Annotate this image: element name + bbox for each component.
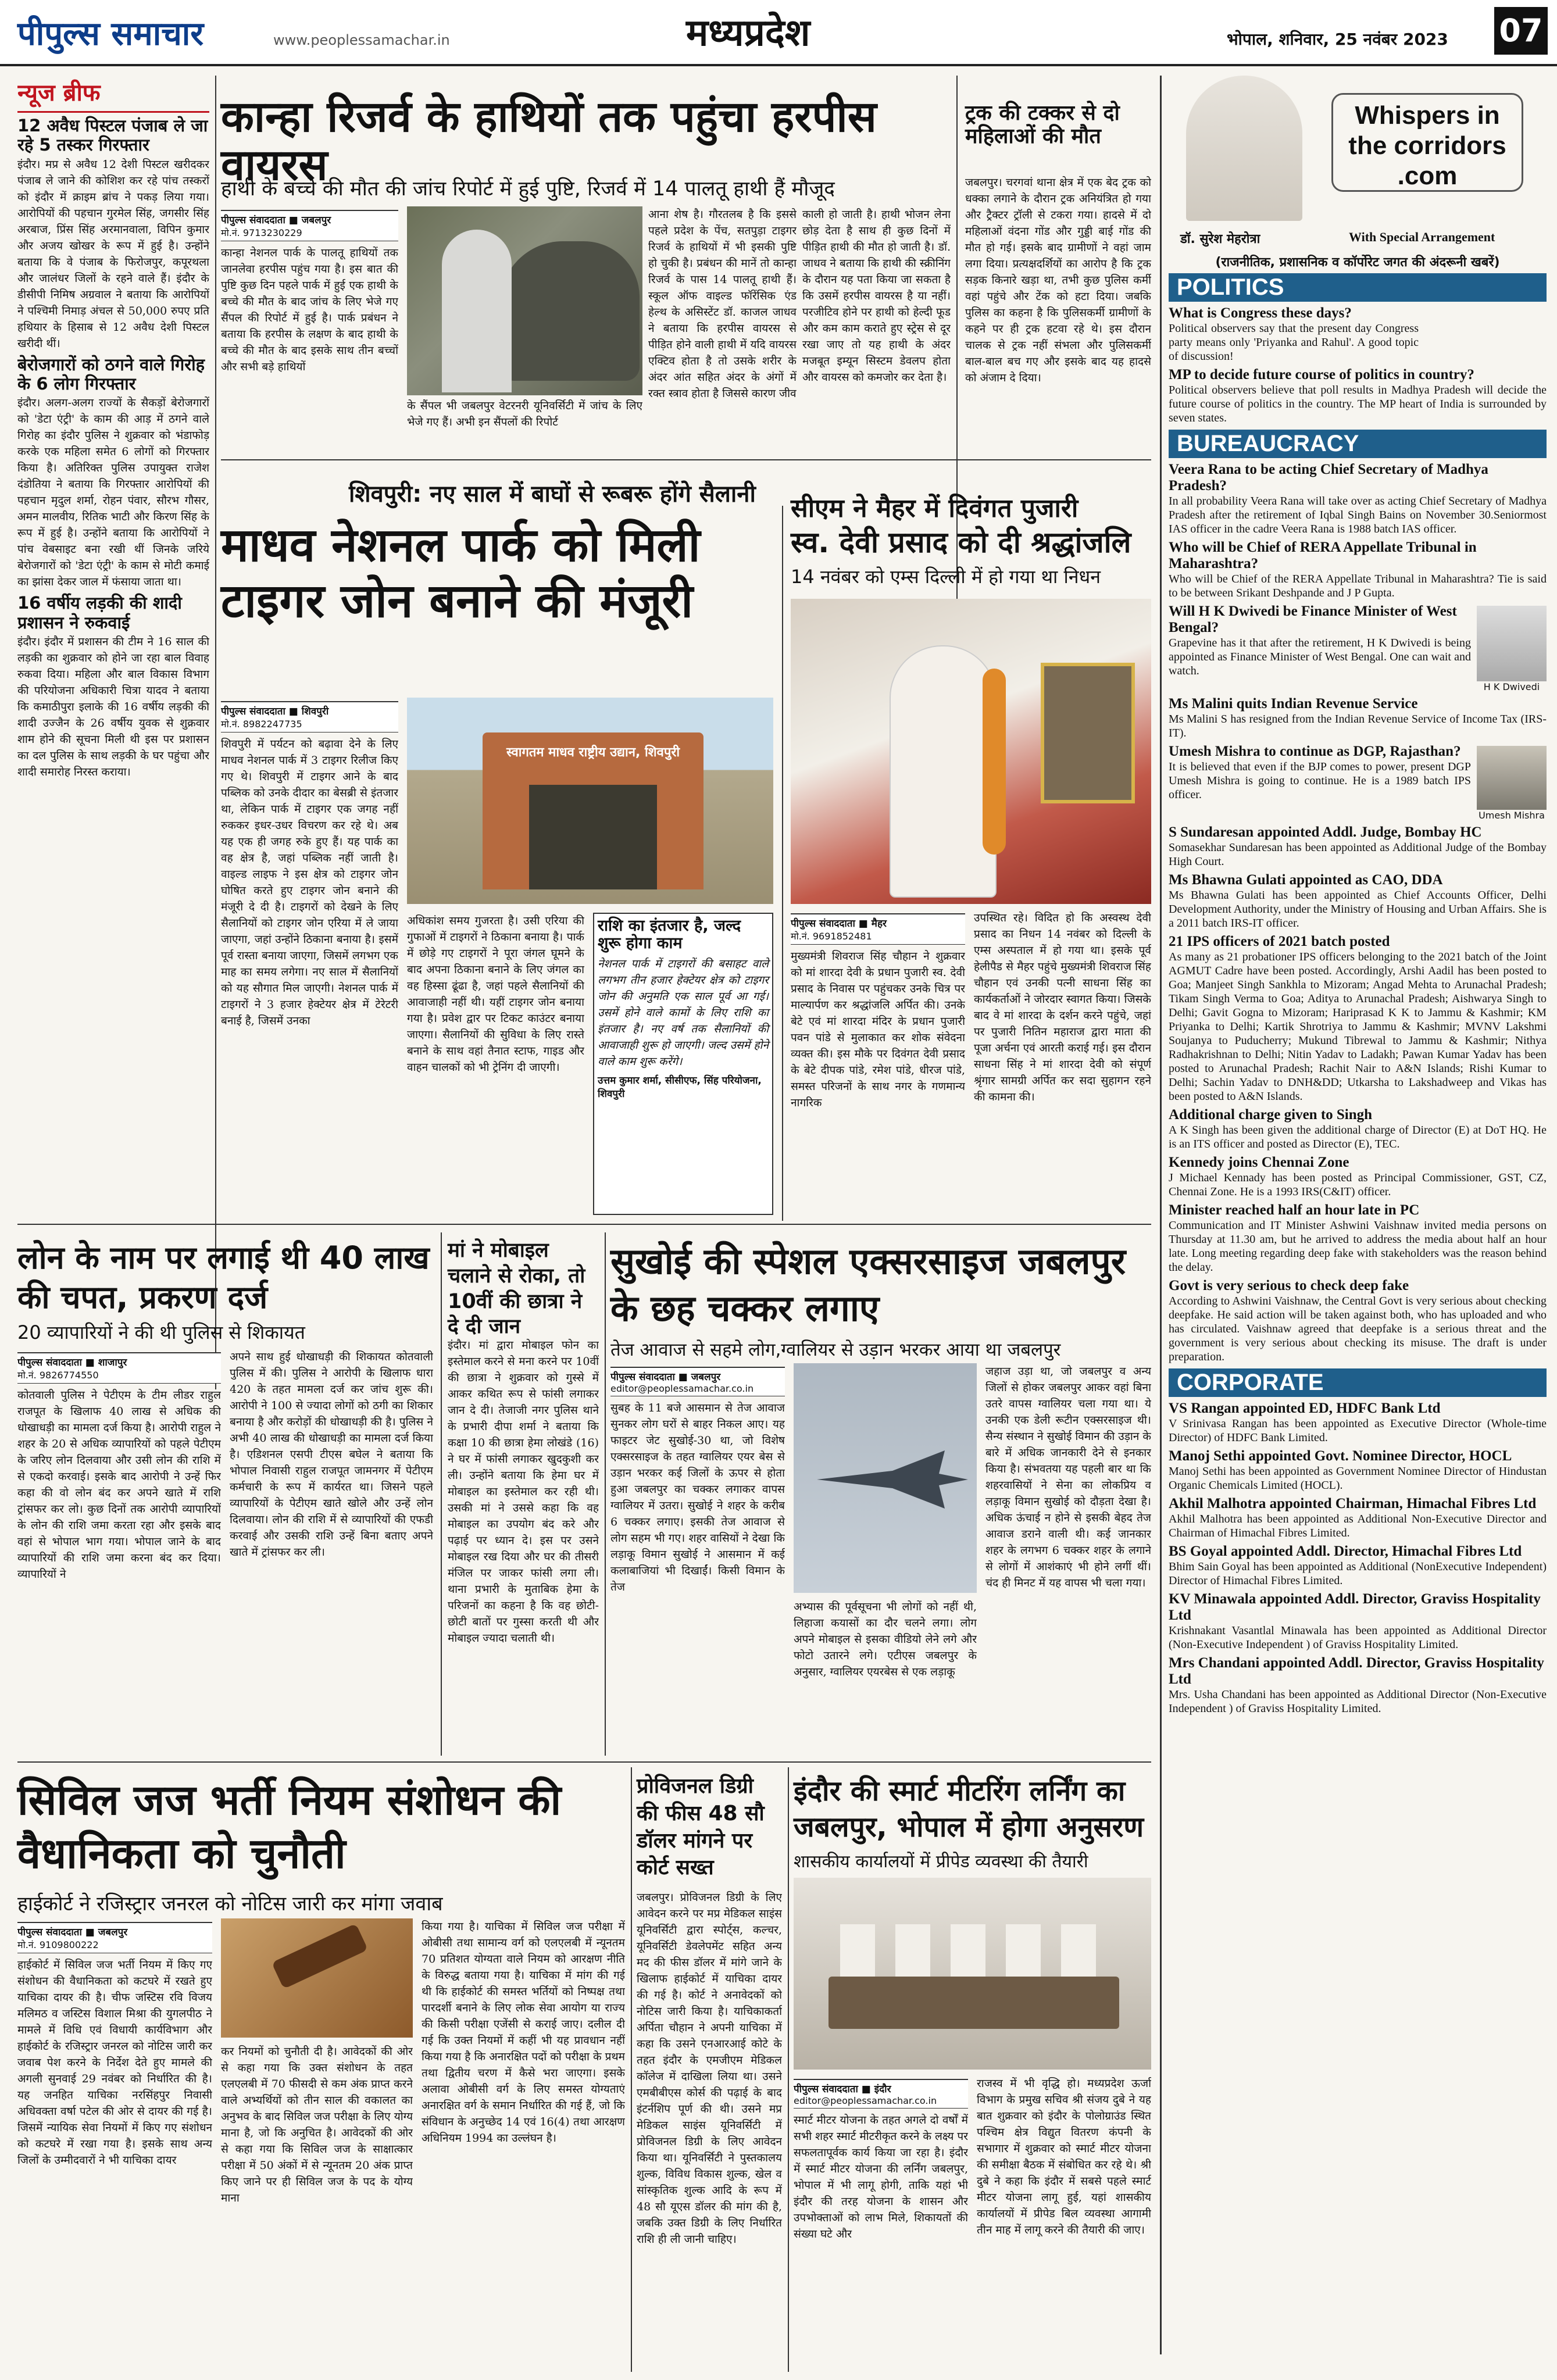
whispers-tagline: (राजनीतिक, प्रशासनिक व कॉर्पोरेट जगत की अंदरूनी खबरें) (1215, 255, 1500, 270)
fee-headline: प्रोविजनल डिग्री की फीस 48 सौ डॉलर मांगने पर कोर्ट सख्त (637, 1774, 765, 1880)
email[interactable]: editor@peoplessamachar.co.in (610, 1383, 754, 1394)
item-body: Bhim Sain Goyal has been appointed as Additional (NonExecutive Independent) Director of Himachal Fibres Limited. (1169, 1560, 1547, 1587)
mobile-number: मो.नं. 9713230229 (221, 227, 302, 238)
sukhoi-col-1 (610, 1363, 785, 1759)
byline (17, 1352, 221, 1384)
bureaucracy-header: BUREAUCRACY (1169, 430, 1547, 458)
whispers-panel (1169, 76, 1547, 2372)
mobile-number: मो.नं. 9691852481 (791, 931, 872, 942)
byline (794, 2079, 968, 2109)
article-body: शिवपुरी में पर्यटन को बढ़ावा देने के लिए माधव नेशनल पार्क में 3 टाइगर रिलीज किए गए थे। शिवपुरी में टाइगर आने के बाद पब्लिक को उनके दीदार का बेसब्री से इंतजार था, लेकिन पार्क में टाइगर एक जगह नहीं रुककर इधर-उधर विचरण कर रहे थे। अब यह एक ही जगह रुके हुए हैं। यह पार्क का वह क्षेत्र है, जहां पब्लिक नहीं जाती है। वाइल्ड लाइफ ने इस क्षेत्र को टाइगर जोन घोषित करते हुए टाइगर जोन बनाने की मंजूरी दे दी है। टाइगरों को देखने के लिए सैलानियों को टाइगर जोन एरिया में ले जाया जाएगा, जहां उन्होंने ठिकाना बनाया है। इसमें पूर्व रास्ता बनाया जाएगा, जिसमें लगभग एक माह का समय लगेगा। नए साल में सैलानियों को यह सौगात मिल जाएगी। नेशनल पार्क में टाइगरों ने 3 हजार हेक्टेयर क्षेत्र में टेरेटरी बनाई है, जिसमें उनका (221, 738, 398, 1027)
kanha-subhead: हाथी के बच्चे की मौत की जांच रिपोर्ट में हुई पुष्टि, रिजर्व में 14 पालतू हाथी हैं मौजूद (221, 177, 835, 201)
brief-item (17, 355, 209, 591)
politics-item (1169, 305, 1547, 363)
column-divider (215, 76, 216, 1389)
item-headline: Minister reached half an hour late in PC (1169, 1202, 1420, 1218)
column-divider (605, 1232, 606, 1756)
jet-icon (794, 1363, 977, 1593)
politics-item (1169, 367, 1547, 425)
byline (17, 1922, 212, 1953)
meeting-photo (794, 1878, 1151, 2070)
brief-item (17, 594, 209, 780)
mobile-number: मो.नं. 9826774550 (17, 1370, 99, 1381)
cm-tribute-photo (791, 599, 1151, 904)
officer-photo (1477, 746, 1547, 810)
sukhoi-subhead: तेज आवाज से सहमे लोग,ग्वालियर से उड़ान भरकर आया था जबलपुर (610, 1339, 1061, 1360)
item-body: As many as 21 probationer IPS officers belonging to the 2021 batch of the Joint AGMUT Cadre have been posted. Accordingly, Arshi Aadil has been posted to Goa; Manjeet Singh Sankhla to Mizoram; Angad Mehta to Arunachal Pradesh; Tikam Singh Verma to Goa; Aditya to Arunachal Pradesh; Aishwarya Singh to Delhi; Gavit Gogna to Mizoram; Hariprasad K K to Jammu & Kashmir; KM Priyanka to Delhi; Kartik Shrotriya to Jammu & Kashmir; MVNV Lakshmi Soujanya to Puducherry; Mukund Tibrewal to Jammu & Kashmir; Nithya Radhakrishnan to Delhi; Nitin Yadav to Ladakh; Pawan Kumar Yadav has been posted to Arunachal Pradesh; Rachit Nair to A&N Islands; Rishi Kumar to Delhi; Sachin Yadav to DNH&DD; Utkarsha to Lakshadweep and Vikas has been posted to A&N Islands. (1169, 950, 1547, 1103)
article-body: स्मार्ट मीटर योजना के तहत अगले दो वर्षों में सभी शहर स्मार्ट मीटरीकृत करने के लक्ष्य पर सफलतापूर्वक कार्य किया जा रहा है। इंदौर में स्मार्ट मीटर योजना की लर्निंग जबलपुर, भोपाल में भी लागू होगी, ताकि यहां भी इंदौर की तरह योजना के शासन और उपभोक्ताओं को लाभ मिले, शिकायतों की संख्या घटे और (794, 2114, 968, 2240)
item-headline: Who will be Chief of RERA Appellate Tribunal in Maharashtra? (1169, 539, 1477, 571)
item-body: V Srinivasa Rangan has been appointed as Executive Director (Whole-time Director) of HDFC Bank Limited. (1169, 1417, 1547, 1444)
garland (983, 669, 1006, 855)
item-body: J Michael Kennady has been posted as Principal Commissioner, GST, CZ, Chennai Zone. He is a 1993 IRS(C&IT) officer. (1169, 1171, 1547, 1198)
loan-col-1 (17, 1349, 221, 1756)
byline (791, 913, 965, 945)
article-body: हाईकोर्ट में सिविल जज भर्ती नियम में किए गए संशोधन की वैधानिकता को कटघरे में रखते हुए याचिका दायर की है। चीफ जस्टिस रवि विजय मलिमठ व जस्टिस विशाल मिश्रा की युगलपीठ ने मामले में विधि एवं विधायी कार्यविभाग और हाईकोर्ट के रजिस्ट्रार जनरल को नोटिस जारी कर जवाब पेश करने के निर्देश देते हुए मामले की अगली सुनवाई 29 नवंबर को निर्धारित की है। यह जनहित याचिका नरसिंहपुर निवासी अधिवक्ता वर्षा पटेल की ओर से दायर की गई है। जिसमें न्यायिक सेवा नियमों में किए गए संशोधन को कटघरे में रखा गया है। इसके साथ अन्य जिलों के उम्मीदवारों ने भी याचिका दायर (17, 1959, 212, 2167)
box-headline: राशि का इंतजार है, जल्द शुरू होगा काम (598, 917, 741, 953)
item-headline: Veera Rana to be acting Chief Secretary of Madhya Pradesh? (1169, 462, 1488, 494)
byline (221, 210, 398, 241)
byline (221, 701, 398, 732)
brief-body: इंदौर। अलग-अलग राज्यों के सैकड़ों बेरोजगारों को 'डेटा एंट्री' के काम की आड़ में ठगने वाले गिरोह का इंदौर पुलिस ने शुक्रवार को भंडाफोड़ करके एक महिला समेत 6 लोगों को गिरफ्तार किया है। अतिरिक्त पुलिस उपायुक्त राजेश दंडोतिया ने बताया कि गिरफ्तार आरोपियों की पहचान मृदुल शर्मा, रोहन पंवार, सौरभ गौसर, अमन मालवीय, रितिक भाटी और किरण सिंह के रूप में हुई है। उन्होंने बताया कि आरोपियों ने पांच वेबसाइट बना रखी थीं जिनके जरिये बेरोजगारों को 'डेटा एंट्री' के काम से मोटी कमाई का झांसा देकर जाल में फंसाया जाता था। (17, 396, 209, 589)
author-name: डॉ. सुरेश मेहरोत्रा (1180, 232, 1260, 246)
civil-subhead: हाईकोर्ट ने रजिस्ट्रार जनरल को नोटिस जारी कर मांगा जवाब (17, 1892, 443, 1916)
item-headline: Kennedy joins Chennai Zone (1169, 1155, 1349, 1170)
brief-item (17, 116, 209, 352)
item-headline: What is Congress these days? (1169, 305, 1352, 321)
item-body: Krishnakant Vasantlal Minawala has been appointed as Additional Director (Non-Executive Independent ) of Graviss Hospitality Limited. (1169, 1624, 1547, 1651)
article-body: कान्हा नेशनल पार्क के पालतू हाथियों तक जानलेवा हरपीस पहुंच गया है। इस बात की पुष्टि कुछ दिन पहले पार्क में हुई एक हाथी के बच्चे की मौत के बाद जांच के लिए भेजे गए सैंपल की रिपोर्ट में हुई है। पार्क प्रबंधन ने बताया कि हरपीस के लक्षण के बाद हाथी के बच्चे की मौत के बाद इसके साथ तीन बच्चों और सभी बड़े हाथियों (221, 246, 398, 373)
truck-headline: ट्रक की टक्कर से दो महिलाओं की मौत (965, 101, 1120, 149)
item-body: In all probability Veera Rana will take over as acting Chief Secretary of Madhya Pradesh after the retirement of Iqbal Singh Bains on November 30.Seniormost IAS officer in the cadre Veera Rana is 1988 batch IAS officer. (1169, 495, 1547, 535)
civil-col-1 (17, 1918, 212, 2372)
section-rule (221, 459, 1151, 460)
brief-headline: 16 वर्षीय लड़की की शादी प्रशासन ने रुकवाई (17, 593, 182, 632)
item-body: Akhil Malhotra has been appointed as Additional Non-Executive Director and Chairman of Himachal Fibres Limited. (1169, 1513, 1547, 1539)
politics-header: POLITICS (1169, 273, 1547, 302)
item-headline: Ms Malini quits Indian Revenue Service (1169, 696, 1418, 712)
item-headline: BS Goyal appointed Addl. Director, Himachal Fibres Ltd (1169, 1543, 1522, 1559)
corporate-list (1169, 1400, 1547, 1716)
civil-col-3: किया गया है। याचिका में सिविल जज परीक्षा में ओबीसी तथा सामान्य वर्ग को एलएलबी में न्यूनतम 70 प्रतिशत योग्यता वाले नियम को आरक्षण नीति के विरुद्ध बताया गया है। याचिका में मांग की गई थी कि हाईकोर्ट की समस्त भर्तियों को निष्पक्ष तथा पारदर्शी बनाने के लिए लोक सेवा आयोग या राज्य की किसी परीक्षा एजेंसी से कराई जाए। दलील दी गई कि उक्त नियमों में कहीं भी यह प्रावधान नहीं किया गया है कि अनारक्षित पदों को परीक्षा के प्रथम तथा द्वितीय चरण में कैसे भरा जाएगा। इसके अलावा ओबीसी वर्ग के लिए समस्त योग्यताएं अनारक्षित वर्ग के समान निर्धारित की गई हैं, जो कि संविधान के अनुच्छेद 14 एवं 16(4) तथा आरक्षण अधिनियम 1994 का उल्लंघन है। (422, 1920, 625, 2145)
elephant-shape (500, 241, 640, 381)
item-body: Who will be Chief of the RERA Appellate Tribunal in Maharashtra? Tie is said to be between Srikant Deshpande and J P Gupta. (1169, 573, 1547, 599)
item-headline: Mrs Chandani appointed Addl. Director, Graviss Hospitality Ltd (1169, 1655, 1544, 1687)
brief-body: इंदौर। मप्र से अवैध 12 देशी पिस्टल खरीदकर पंजाब ले जाने की कोशिश कर रहे पांच तस्करों को इंदौर में क्राइम ब्रांच ने पकड़ लिया गया। आरोपियों की पहचान गुरमेल सिंह, जगसीर सिंह अरबाज, प्रिंस सिंह अरमानवाला, विपिन कुमार और अजय खोखर के रूप में हुई है। उन्होंने बताया कि वे पंजाब के फिरोजपुर, कपूरथला और जालंधर जिलों के रहने वाले हैं। इंदौर के डीसीपी निमिष अग्रवाल ने बताया कि आरोपियों ने पश्चिमी निमाड़ अंचल से 50,000 रुपए प्रति हथियार के हिसाब से 12 अवैध देशी पिस्टल खरीदी थीं। (17, 158, 209, 350)
byline-text: पीपुल्स संवाददाता ■ जबलपुर (221, 215, 331, 226)
park-gate-photo (407, 698, 773, 904)
byline-text: पीपुल्स संवाददाता ■ जबलपुर (17, 1927, 128, 1938)
article-body: मुख्यमंत्री शिवराज सिंह चौहान ने शुक्रवार को मां शारदा देवी के प्रधान पुजारी स्व. देवी प्रसाद के निवास पर पहुंचकर उनके चित्र पर माल्यार्पण कर श्रद्धांजलि अर्पित की। उनके बेटे एवं मां शारदा मंदिर के प्रधान पुजारी पवन पांडे से मुलाकात कर शोक संवेदना व्यक्त की। इस मौके पर दिवंगत देवी प्रसाद के बेटे दीपक पांडे, रमेश पांडे, धीरज पांडे, समस्त परिजनों के साथ नगर के गणमान्य नागरिक (791, 950, 965, 1109)
box-credit: उत्तम कुमार शर्मा, सीसीएफ, सिंह परियोजना, शिवपुरी (598, 1075, 762, 1100)
mobile-number: मो.नं. 8982247735 (221, 719, 302, 730)
byline (610, 1367, 785, 1396)
item-headline: Manoj Sethi appointed Govt. Nominee Director, HOCL (1169, 1448, 1512, 1464)
whispers-logo: Whispers in the corridors .com (1331, 93, 1523, 192)
item-body: Communication and IT Minister Ashwini Vaishnaw invited media persons on Thursday at 11.30 am, but he arrived to address the media about half an hour late. Long meeting regarding deep fake with stakeholders was the reason behind the delay. (1169, 1219, 1547, 1274)
gavel-icon (272, 1924, 368, 1989)
item-body: Grapevine has it that after the retirement, H K Dwivedi is being appointed as Finance Minister of West Bengal. One can wait and watch. (1169, 637, 1471, 677)
news-brief (17, 76, 209, 1384)
madhav-kicker: शिवपुरी: नए साल में बाघों से रूबरू होंगे सैलानी (349, 481, 756, 508)
masthead-logo[interactable]: पीपुल्स समाचार (17, 15, 204, 53)
smart-col-2: राजस्व में भी वृद्धि हो। मध्यप्रदेश ऊर्जा विभाग के प्रमुख सचिव श्री संजय दुबे ने यह बात शुक्रवार को इंदौर के पोलोग्राउंड स्थित पश्चिम क्षेत्र विद्युत वितरण कंपनी के सभागार में शुक्रवार को स्मार्ट मीटर योजना की समीक्षा बैठक में संबोधित कर रहे थे। श्री दुबे ने कहा कि इंदौर में सबसे पहले स्मार्ट मीटर योजना लागू हुई, यहां शासकीय कार्यालयों में प्रीपेड बिल व्यवस्था आगामी तीन माह में लागू करने की तैयारी की जाए। (977, 2077, 1151, 2236)
madhav-box (593, 913, 773, 1215)
item-body: A K Singh has been given the additional charge of Director (E) at DoT HQ. He is an ITS officer and posted as Director (E), TEC. (1169, 1124, 1547, 1150)
officer-photo (1477, 606, 1547, 681)
loan-col-2: अपने साथ हुई धोखाधड़ी की शिकायत कोतवाली पुलिस में की। पुलिस ने आरोपी के खिलाफ धारा 420 के तहत मामला दर्ज कर जांच शुरू की। आरोपी ने 100 से ज्यादा लोगों को ठगी का शिकार बनाया है और करोड़ों की धोखाधड़ी की है। पुलिस ने अभी 40 लाख की धोखाधड़ी का मामला दर्ज किया है। एडिशनल एसपी टीएस बघेल ने बताया कि भोपाल निवासी राहुल राजपूत जामनगर में पेटीएम कर्मचारी के रूप में कार्यरत था। जिसने पहले व्यापारियों के पेटीएम खाते खोले और उन्हें लोन दिलवाया। लोन की राशि में से व्यापारियों की एफडी करवाई और उसकी राशि उन्हें बिना बताए अपने खाते में ट्रांसफर कर ली। (230, 1350, 433, 1559)
sukhoi-photo (794, 1363, 977, 1593)
item-body: Manoj Sethi has been appointed as Government Nominee Director of Hindustan Organic Chemicals Limited (HOCL). (1169, 1465, 1547, 1492)
mobile-body: इंदौर। मां द्वारा मोबाइल फोन का इस्तेमाल करने से मना करने पर 10वीं की छात्रा ने शुक्रवार को गुस्से में आकर कथित रूप से फांसी लगाकर जान दे दी। तेजाजी नगर पुलिस थाने के प्रभारी दीपा शर्मा ने बताया कि कक्षा 10 की छात्रा हेमा लोखंडे (16) ने घर में फांसी लगाकर खुदकुशी कर ली। उन्होंने बताया कि हेमा घर में मोबाइल का इस्तेमाल कर रही थी। उसकी मां ने उससे कहा कि वह मोबाइल का उपयोग बंद करे और पढ़ाई पर ध्यान दे। इस पर उसने मोबाइल रख दिया और घर की तीसरी मंजिल पर जाकर फांसी लगा ली। थाना प्रभारी के मुताबिक हेमा के परिजनों का कहना है कि वह छोटी-छोटी बातों पर गुस्सा करती थी और मोबाइल ज्यादा चलाती थी। (448, 1339, 599, 1645)
column-divider (631, 1767, 632, 2372)
item-headline: S Sundaresan appointed Addl. Judge, Bombay HC (1169, 824, 1482, 840)
masthead (0, 0, 1557, 66)
madhav-col-2: अधिकांश समय गुजरता है। उसी एरिया की गुफाओं में टाइगरों ने ठिकाना बनाया है। पार्क में छोड़े गए टाइगरों ने पूरा जंगल घूमने के बाद अपना ठिकाना बनाने के लिए जंगल का वह हिस्सा ढूंढा है, जहां पहले सैलानियों की आवाजाही नहीं थी। यहीं टाइगर जोन बनाया गया है। प्रवेश द्वार पर टिकट काउंटर बनाया जाएगा। सैलानियों की सुविधा के लिए रास्ते बनाने के साथ वहां तैनात स्टाफ, गाइड और वाहन चालकों को भी ट्रेनिंग दी जाएगी। (407, 914, 584, 1074)
item-headline: Akhil Malhotra appointed Chairman, Himachal Fibres Ltd (1169, 1496, 1537, 1511)
truck-body: जबलपुर। चरगवां थाना क्षेत्र में एक बेद ट्रक को धक्का लगाने के दौरान ट्रक अनियंत्रित हो गया और ट्रैक्टर ट्रॉली से टकरा गया। हादसे में दो महिलाओं वंदना गोंड और गुड्डी बाई गोंड की मौत हो गई। इसके बाद ग्रामीणों ने वहां जाम लगा दिया। प्रत्यक्षदर्शियों का आरोप है कि ट्रक सड़क किनारे खड़ा था, तभी कुछ पुलिस कर्मी वहां पहुंचे और टेंक को हटा दिया। जबकि पुलिस का कहना है कि पुलिसकर्मी ग्रामीणों के कहने पर ही ट्रक हटवा रहे थे। इस दौरान चालक से ट्रक नहीं संभला और पुलिसकर्मी बाल-बाल बच गए और इसके बाद यह हादसे को अंजाम दे दिया। (965, 176, 1151, 384)
sukhoi-col-2: अभ्यास की पूर्वसूचना भी लोगों को नहीं थी, लिहाजा कयासों का दौर चलने लगा। लोग अपने मोबाइल से इसका वीडियो लेने लगे और फोटो उतारने लगे। एटीएस जबलपुर के अनुसार, ग्वालियर एयरबेस से एक लड़ाकू (794, 1600, 977, 1678)
meeting-people (840, 1924, 1108, 1977)
gate-sign: स्वागतम माधव राष्ट्रीय उद्यान, शिवपुरी (506, 745, 680, 760)
column-divider (788, 1767, 789, 2372)
bureaucracy-list (1169, 462, 1547, 1364)
fee-body: जबलपुर। प्रोविजनल डिग्री के लिए आवेदन करने पर मप्र मेडिकल साइंस यूनिवर्सिटी द्वारा स्पोर्ट्स, कल्चर, यूनिवर्सिटी डेवलेपमेंट सहित अन्य मद की फीस डॉलर में मांगे जाने के खिलाफ हाईकोर्ट में याचिका दायर की गई है। कोर्ट ने अनावेदकों को नोटिस जारी किया है। याचिकाकर्ता अर्पिता चौहान ने अपनी याचिका में कहा कि उसने एनआरआई कोटे के तहत इंदौर के एमजीएम मेडिकल कॉलेज में दाखिला लिया था। उसने एमबीबीएस कोर्स की पढ़ाई के बाद इंटर्नशिप पूर्ण की थी। उसने मप्र मेडिकल साइंस यूनिवर्सिटी में प्रोविजनल डिग्री के लिए आवेदन किया था। यूनिवर्सिटी ने पुस्तकालय शुल्क, विविध विकास शुल्क, खेल व सांस्कृतिक शुल्क आदि के रूप में 48 सौ यूएस डॉलर की मांग की है, जबकि उक्त डिग्री के लिए निर्धारित राशि ही ली जानी चाहिए। (637, 1891, 782, 2246)
byline-text: पीपुल्स संवाददाता ■ शिवपुरी (221, 706, 329, 717)
byline-text: पीपुल्स संवाददाता ■ इंदौर (794, 2084, 891, 2095)
item-headline: Ms Bhawna Gulati appointed as CAO, DDA (1169, 872, 1443, 888)
meeting-table (829, 1977, 1119, 2029)
kanha-col-3: काली हो जाती है। हाथी भोजन लेना छोड़ देता है साथ ही कुछ दिनों में पीड़ित हाथी की मौत हो जाती है। डॉ. जाधव ने बताया कि हाथी की स्क्रीनिंग के दौरान यह पता किया जा सकता है कि उसमें हरपीस वायरस है या नहीं। परजीटिव होने पर हाथी को हेल्दी फूड और कम काम कराते हुए स्ट्रेस से दूर रखा जाए तो यह हाथी के अंदर मजबूत इम्यून सिस्टम डेवलप होता और वायरस को कमजोर कर देता है। (802, 208, 951, 384)
kanha-col-1 (221, 206, 398, 451)
portrait-frame (1041, 663, 1135, 803)
box-body: नेशनल पार्क में टाइगरों की बसाहट वाले लगभग तीन हजार हेक्टेयर क्षेत्र को टाइगर जोन की अनुमति एक साल पूर्व आ गई। उसमें होने वाले कामों के लिए राशि का इंतजार है। नए वर्ष तक सैलानियों की आवाजाही शुरू हो जाएगी। जल्द उसमें होने वाले काम शुरू करेंगे। (598, 957, 769, 1069)
article-body: सुबह के 11 बजे आसमान से तेज आवाज सुनकर लोग घरों से बाहर निकल आए। यह फाइटर जेट सुखोई-30 था, जो विशेष एक्सरसाइज के तहत ग्वालियर एयर बेस से उड़ान भरकर कई जिलों के ऊपर से होता हुआ जबलपुर का चक्कर लगाकर वापस ग्वालियर में उतरा। सुखोई ने शहर के करीब 6 चक्कर लगाए। इसकी तेज आवाज से लोग सहम भी गए। शहर वासियों ने देखा कि लड़ाकू विमान सुखोई ने आसमान में कई कलाबाजियां भी दिखाईं। किसी विमान के तेज (610, 1402, 785, 1593)
column-divider (782, 506, 783, 1221)
cm-figure (890, 645, 997, 898)
item-body: Ms Bhawna Gulati has been appointed as Chief Accounts Officer, Delhi Development Authority, under the Ministry of Housing and Urban Affairs. She is a 2011 batch IRS-IT officer. (1169, 889, 1547, 930)
maihar-headline: स्व. देवी प्रसाद को दी श्रद्धांजलि (791, 526, 1131, 559)
sukhoi-headline: सुखोई की स्पेशल एक्सरसाइज जबलपुर के छह चक्कर लगाए (610, 1240, 1126, 1330)
item-headline: Govt is very serious to check deep fake (1169, 1278, 1409, 1293)
maihar-col-2: उपस्थित रहे। विदित हो कि अस्वस्थ देवी प्रसाद का निधन 14 नवंबर को दिल्ली के एम्स अस्पताल में हो गया था। इसके पूर्व हेलीपैड से मैहर पहुंचे मुख्यमंत्री शिवराज सिंह चौहान एवं उनकी पत्नी साधना सिंह का कार्यकर्ताओं ने जोरदार स्वागत किया। जिसके बाद वे मां शारदा के दर्शन करने पहुंचे, जहां पर पुजारी नितिन महाराज द्वारा माता की पूजा अर्चना एवं आरती कराई गई। इस दौरान साधना सिंह ने मां शारदा देवी को संपूर्ण श्रृंगार सामग्री अर्पित कर सदा सुहागन रहने की कामना की। (974, 912, 1151, 1103)
column-divider (441, 1232, 442, 1756)
byline-text: पीपुल्स संवाददाता ■ मैहर (791, 918, 887, 930)
item-headline: VS Rangan appointed ED, HDFC Bank Ltd (1169, 1400, 1441, 1416)
smart-col-1 (794, 2075, 968, 2372)
item-body: Somasekhar Sundaresan has been appointed as Additional Judge of the Bombay High Court. (1169, 841, 1547, 868)
special-arrangement: With Special Arrangement (1349, 230, 1495, 244)
brief-body: इंदौर। इंदौर में प्रशासन की टीम ने 16 साल की लड़की का शुक्रवार को होने जा रहा बाल विवाह रुकवा दिया। महिला और बाल विकास विभाग की परियोजना अधिकारी चित्रा यादव ने बताया कि कमाठीपुरा इलाके की 16 वर्षीय लड़की की शादी उज्जैन के 26 वर्षीय युवक से शुक्रवार शाम होने की सूचना मिली थी इस पर प्रशासन का दल पुलिस के साथ लड़की के घर पहुंचा और शादी समारोह निरस्त कराया। (17, 635, 209, 779)
item-body: According to Ashwini Vaishnaw, the Central Govt is very serious about checking deepfake. He said action will be taken against both, who has uploaded and who has circulated. Vaishnaw agreed that deepfake is a serious threat and the government is very serious about checking its misuse. The draft is under preparation. (1169, 1295, 1547, 1363)
item-headline: KV Minawala appointed Addl. Director, Graviss Hospitality Ltd (1169, 1591, 1541, 1623)
item-headline: MP to decide future course of politics in country? (1169, 367, 1474, 383)
item-body: Mrs. Usha Chandani has been appointed as Additional Director (Non-Executive Independent ) of Graviss Hospitality Limited. (1169, 1688, 1547, 1715)
loan-subhead: 20 व्यापारियों ने की थी पुलिस से शिकायत (17, 1321, 305, 1343)
smart-subhead: शासकीय कार्यालयों में प्रीपेड व्यवस्था की तैयारी (794, 1852, 1088, 1872)
mobile-number: मो.नं. 9109800222 (17, 1939, 99, 1950)
section-rule (17, 1224, 1151, 1225)
maihar-subhead: 14 नवंबर को एम्स दिल्ली में हो गया था निधन (791, 566, 1101, 588)
column-divider (1160, 76, 1162, 2354)
item-headline: 21 IPS officers of 2021 batch posted (1169, 934, 1390, 949)
vet-figure (442, 230, 512, 392)
mobile-headline: मां ने मोबाइल चलाने से रोका, तो 10वीं की छात्रा ने दे दी जान (448, 1239, 585, 1339)
kanha-col-2: आना शेष है। गौरतलब है कि इससे पहले प्रदेश के पेंच, सतपुड़ा टाइगर रिजर्व के हाथियों में भी इसकी पुष्टि हो चुकी है। प्रबंधन की मानें तो कान्हा रिजर्व के पास 14 पालतू हाथी हैं। स्कूल ऑफ वाइल्ड फॉरेंसिक एंड हेल्थ के असिस्टेंट डॉ. काजल जाधव ने बताया कि हरपीस वायरस से पीड़ित होने वाली हाथी में यदि वायरस एक्टिव होता है तो उसके शरीर के अंदर आंत सहित अंदर के अंगों में रक्त स्त्राव होता है जिससे कारण जीव (648, 208, 797, 400)
gavel-photo (221, 1918, 413, 2038)
maihar-col-1 (791, 910, 965, 1218)
item-headline: Umesh Mishra to continue as DGP, Rajasthan? (1169, 744, 1461, 759)
item-body: Political observers believe that poll results in Madhya Pradesh will decide the future course of politics in the country. The MP heart of India is surrounded by seven states. (1169, 384, 1547, 424)
email[interactable]: editor@peoplessamachar.co.in (794, 2095, 937, 2106)
item-body: It is believed that even if the BJP comes to power, present DGP Umesh Mishra is going to continue. He is a 1989 batch IPS officer. (1169, 760, 1471, 801)
byline-text: पीपुल्स संवाददाता ■ जबलपुर (610, 1371, 721, 1383)
dateline: भोपाल, शनिवार, 25 नवंबर 2023 (1227, 30, 1448, 49)
byline-text: पीपुल्स संवाददाता ■ शाजापुर (17, 1357, 127, 1368)
officer-caption: H K Dwivedi (1483, 681, 1540, 692)
section-rule (17, 1761, 1151, 1763)
photo-caption: के सैंपल भी जबलपुर वेटरनरी यूनिवर्सिटी में जांच के लिए भेजे गए हैं। अभी इन सैंपलों की रिपोर्ट (407, 399, 642, 428)
smart-headline: इंदौर की स्मार्ट मीटरिंग लर्निंग का जबलपुर, भोपाल में होगा अनुसरण (794, 1775, 1144, 1844)
maihar-kicker: सीएम ने मैहर में दिवंगत पुजारी (791, 494, 1079, 523)
brief-headline: बेरोजगारों को ठगने वाले गिरोह के 6 लोग गिरफ्तार (17, 354, 205, 394)
sukhoi-col-3: जहाज उड़ा था, जो जबलपुर व अन्य जिलों से होकर जबलपुर आकर वहां बिना उतरे वापस ग्वालियर चला गया था। ये उनकी एक डेली रूटीन एक्सरसाइज थी। सैन्य संस्थान ने सुखोई विमान की उड़ान के बारे में अधिक जानकारी देने से इनकार किया है। संभवतया यह पहली बार था कि शहरवासियों ने सेना का लोकप्रिय व लड़ाकू विमान सुखोई को दौड़ता देखा है। अधिक ऊंचाई न होने से इसकी बेहद तेज आवाज डराने वाली थी। कई जानकार शहर के लगभग 6 चक्कर शहर के लगाने से लोगों में आशंकाएं भी होने लगीं थीं। चंद ही मिनट में यह वापस भी चला गया। (985, 1365, 1151, 1589)
section-title: मध्यप्रदेश (686, 12, 810, 55)
brief-headline: 12 अवैध पिस्टल पंजाब ले जा रहे 5 तस्कर गिरफ्तार (17, 116, 208, 155)
item-body: Ms Malini S has resigned from the Indian Revenue Service of Income Tax (IRS-IT). (1169, 713, 1547, 739)
gate-opening (529, 785, 657, 889)
author-photo (1186, 76, 1302, 221)
news-brief-title: न्यूज ब्रीफ (17, 76, 209, 113)
item-headline: Will H K Dwivedi be Finance Minister of West Bengal? (1169, 603, 1457, 635)
corporate-header: CORPORATE (1169, 1368, 1547, 1397)
loan-headline: लोन के नाम पर लगाई थी 40 लाख की चपत, प्रकरण दर्ज (17, 1239, 430, 1316)
website-link[interactable]: www.peoplessamachar.in (273, 32, 450, 48)
page-number: 07 (1494, 7, 1548, 55)
item-headline: Additional charge given to Singh (1169, 1107, 1373, 1123)
officer-caption: Umesh Mishra (1479, 810, 1545, 821)
article-body: कोतवाली पुलिस ने पेटीएम के टीम लीडर राहुल राजपूत के खिलाफ 40 लाख से अधिक की धोखाधड़ी का मामला दर्ज किया है। आरोपी राहुल ने शहर के 20 से अधिक व्यापारियों को पहले पेटीएम के जरिए लोन दिलवाया और उसी लोन की राशि में से एकदो करवाई। इसके बाद आरोपी ने उन्हें फिर कहा की वो लोन बंद कर अपने खाते में राशि ट्रांसफर कर लो। कुछ दिनों तक आरोपी व्यापारियों के लोन की राशि जमा करता रहा और इसके बाद वहां से भोपाल भाग गया। भोपाल जाने के बाद व्यापारियों की राशि जमा करना बंद कर दिया। व्यापारियों ने (17, 1389, 221, 1581)
civil-col-2: कर नियमों को चुनौती दी है। आवेदकों की ओर से कहा गया कि उक्त संशोधन के तहत एलएलबी में 70 फीसदी से कम अंक प्राप्त करने वाले अभ्यर्थियों को तीन साल की वकालत का अनुभव के बाद सिविल जज परीक्षा के लिए योग्य माना है, जो कि अनुचित है। आवेदकों की ओर से कहा गया कि सिविल जज के साक्षात्कार परीक्षा में 50 अंकों में से न्यूनतम 20 अंक प्राप्त किए जाने पर ही सिविल जज के पद के योग्य माना (221, 2045, 413, 2204)
civil-headline: सिविल जज भर्ती नियम संशोधन की वैधानिकता को चुनौती (17, 1775, 562, 1878)
kanha-headline: कान्हा रिजर्व के हाथियों तक पहुंचा हरपीस वायरस (221, 92, 877, 190)
elephant-photo (407, 206, 642, 395)
item-body: Political observers say that the present day Congress party means only 'Priyanka and Rahul'. A good topic of discussion! (1169, 322, 1419, 363)
madhav-col-1 (221, 698, 398, 1215)
madhav-headline: माधव नेशनल पार्क को मिली टाइगर जोन बनाने की मंजूरी (221, 518, 701, 628)
